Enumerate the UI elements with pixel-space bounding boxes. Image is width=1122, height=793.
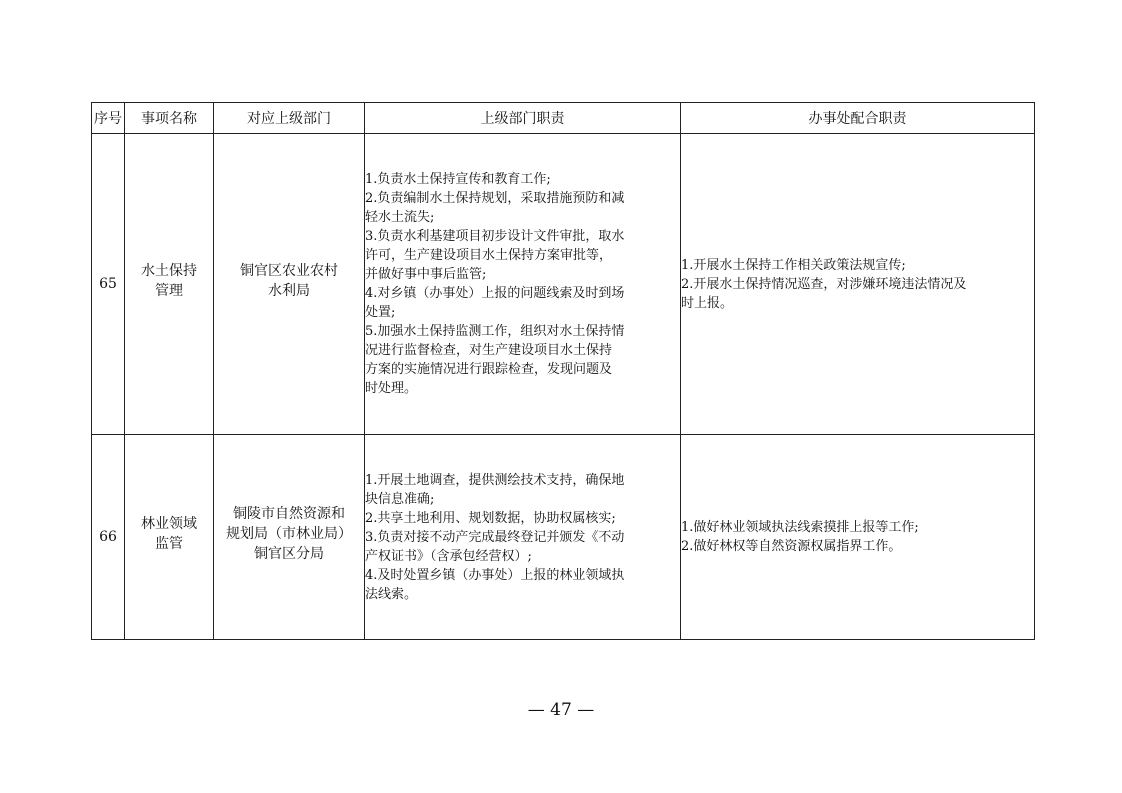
cell-item-name (125, 134, 214, 435)
duty-line: 并做好事中事后监管; (365, 267, 487, 282)
office-duty-line: 时上报。 (681, 295, 734, 311)
office-duty-line: 1.开展水土保持工作相关政策法规宣传; (681, 257, 906, 273)
cell-seq: 66 (92, 435, 125, 640)
duty-line: 块信息准确; (365, 491, 435, 507)
duty-line: 法线索。 (365, 586, 418, 602)
table-row (92, 134, 1035, 435)
duty-line: 3.负责水利基建项目初步设计文件审批，取水 (365, 229, 625, 244)
duty-line: 处置; (365, 305, 396, 320)
header-item-name: 事项名称 (125, 103, 214, 134)
department-line: 铜陵市自然资源和 (233, 506, 345, 522)
header-office-duties: 办事处配合职责 (681, 103, 1035, 134)
duty-line: 5.加强水土保持监测工作，组织对水土保持情 (365, 324, 625, 339)
duty-line: 1.开展土地调查，提供测绘技术支持，确保地 (365, 472, 625, 488)
duty-line: 况进行监督检查，对生产建设项目水土保持 (365, 343, 613, 358)
duty-line: 时处理。 (365, 381, 418, 396)
item-name-line: 管理 (155, 283, 183, 299)
table-header-row (92, 103, 1035, 134)
duty-line: 方案的实施情况进行跟踪检查，发现问题及 (365, 362, 613, 377)
cell-seq: 65 (92, 134, 125, 435)
page-number: — 47 — (527, 700, 595, 720)
department-line: 水利局 (268, 283, 310, 299)
table-row (92, 435, 1035, 640)
cell-upper-department (214, 435, 365, 640)
department-line: 铜官区分局 (254, 546, 324, 562)
duty-line: 产权证书》（含承包经营权）; (365, 548, 532, 564)
duty-line: 2.负责编制水土保持规划，采取措施预防和减 (365, 191, 625, 206)
cell-upper-duties (365, 134, 681, 435)
item-name-line: 水土保持 (141, 263, 197, 279)
duty-line: 4.对乡镇（办事处）上报的问题线索及时到场 (365, 286, 625, 301)
duty-table (91, 102, 1035, 640)
cell-office-duties (681, 435, 1035, 640)
header-seq: 序号 (92, 103, 125, 134)
cell-upper-department (214, 134, 365, 435)
duty-line: 轻水土流失; (365, 210, 435, 225)
office-duty-line: 2.开展水土保持情况巡查，对涉嫌环境违法情况及 (681, 276, 967, 292)
office-duty-line: 1.做好林业领域执法线索摸排上报等工作; (681, 520, 919, 535)
duty-line: 许可，生产建设项目水土保持方案审批等， (365, 248, 613, 263)
duty-line: 2.共享土地利用、规划数据，协助权属核实; (365, 510, 616, 526)
office-duty-line: 2.做好林权等自然资源权属指界工作。 (681, 539, 902, 554)
cell-item-name (125, 435, 214, 640)
header-upper-department: 对应上级部门 (214, 103, 365, 134)
department-line: 铜官区农业农村 (240, 263, 338, 279)
item-name-line: 监管 (155, 536, 183, 552)
department-line: 规划局（市林业局） (226, 526, 352, 542)
duty-line: 1.负责水土保持宣传和教育工作; (365, 172, 551, 187)
cell-office-duties (681, 134, 1035, 435)
cell-upper-duties (365, 435, 681, 640)
duty-line: 3.负责对接不动产完成最终登记并颁发《不动 (365, 529, 625, 545)
item-name-line: 林业领域 (141, 516, 197, 532)
header-upper-duties: 上级部门职责 (365, 103, 681, 134)
duty-line: 4.及时处置乡镇（办事处）上报的林业领域执 (365, 567, 625, 583)
